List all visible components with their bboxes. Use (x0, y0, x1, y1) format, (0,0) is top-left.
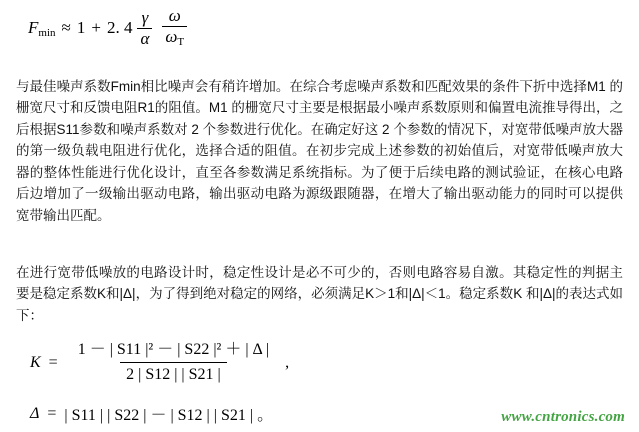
equals-operator: = (48, 353, 58, 371)
fraction-k (72, 340, 275, 385)
formula-delta-symbol: Δ (30, 404, 40, 422)
formula-delta-trailing-punctuation: 。 (257, 407, 274, 424)
fraction-numerator: 1 － | S11 |² － | S22 |² ＋ | Δ | (77, 341, 270, 358)
formula-coefficient: 2. 4 (106, 18, 133, 37)
formula-delta-expression: | S11 | | S22 | － | S12 | | S21 | (64, 407, 254, 424)
body-paragraph-1: 与最佳噪声系数Fmin相比噪声会有稍许增加。在综合考虑噪声系数和匹配效果的条件下折中选择M1 的栅宽尺寸和反馈电阻R1的阻值。M1 的栅宽尺寸主要是根据最小噪声系数原则和偏置电流推导得出，之后根据S11参数和噪声系数对 2 个参数进行优化。在确定好这 2 个参数的情况下，对宽带低噪声放大器的第一级负载电阻进行优化，选择合适的阻值。在初步完成上述参数的初始值后，对宽带低噪声放大器的整体性能进行优化设计，直至各参数满足系统指标。为了便于后续电路的测试验证，在核心电路后边增加了一级输出驱动电路，输出驱动电路为源级跟随器，在增大了输出驱动能力的同时可以提供宽带输出匹配。 (16, 78, 623, 223)
formula-lhs-symbol: F (28, 17, 39, 37)
fraction-numerator: γ (141, 7, 149, 27)
formula-stability-factor-k (30, 340, 289, 385)
plus-operator: + (91, 18, 101, 37)
formula-k-symbol: K (30, 353, 41, 371)
formula-term-one: 1 (76, 18, 86, 37)
body-paragraph-2: 在进行宽带低噪放的电路设计时，稳定性设计是必不可少的，否则电路容易自激。其稳定性的判据主要是稳定系数K和|Δ|，为了得到绝对稳定的网络，必须满足K＞1和|Δ|＜1。稳定系数K 和|Δ|的表达式如下： (16, 264, 623, 323)
omega-symbol: ω (165, 27, 178, 47)
formula-k-trailing-punctuation: , (285, 353, 290, 371)
formula-lhs-subscript: min (38, 26, 56, 39)
equals-operator: = (47, 404, 57, 422)
approx-operator: ≈ (61, 18, 71, 37)
fraction-omega-omegat (162, 7, 187, 48)
omega-subscript: T (177, 36, 185, 49)
formula-lhs (28, 18, 56, 39)
fraction-denominator: α (137, 28, 152, 48)
fraction-gamma-alpha (137, 9, 152, 48)
watermark-url: www.cntronics.com (501, 409, 625, 425)
fraction-numerator: ω (168, 6, 181, 26)
fraction-denominator (162, 26, 187, 49)
formula-determinant-delta (30, 402, 273, 425)
formula-noise-figure (28, 6, 192, 49)
fraction-denominator: 2 | S12 | | S21 | (120, 362, 227, 385)
